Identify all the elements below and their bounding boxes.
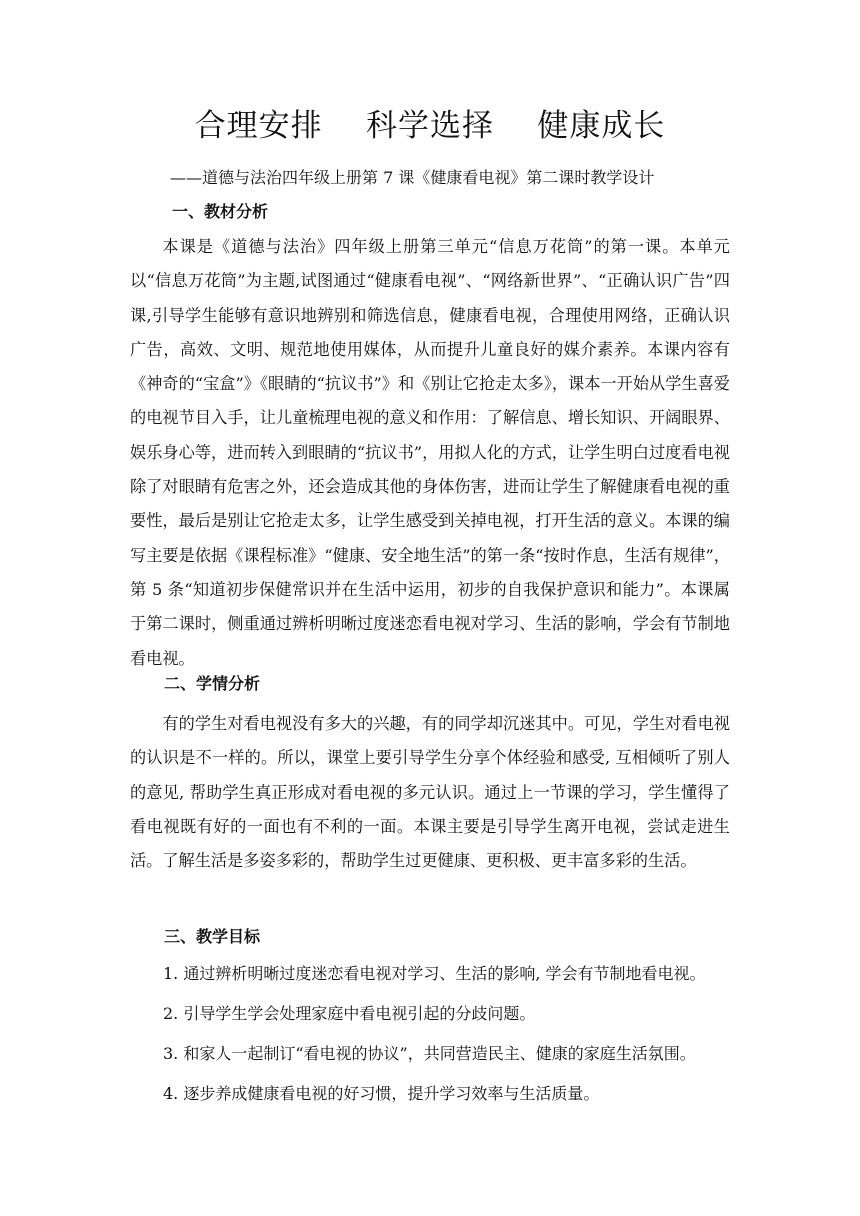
teaching-goal-item: 1. 通过辨析明晰过度迷恋看电视对学习、生活的影响, 学会有节制地看电视。 xyxy=(163,964,706,983)
teaching-goal-item: 3. 和家人一起制订“看电视的协议”，共同营造民主、健康的家庭生活氛围。 xyxy=(163,1044,696,1063)
section-heading-textbook-analysis: 一、教材分析 xyxy=(172,202,269,221)
section-heading-teaching-goals: 三、教学目标 xyxy=(164,927,261,946)
page-subtitle: ——道德与法治四年级上册第 7 课《健康看电视》第二课时教学设计 xyxy=(170,168,655,187)
textbook-analysis-paragraph: 本课是《道德与法治》四年级上册第三单元“信息万花筒”的第一课。本单元以“信息万花筒”为主题,试图通过“健康看电视”、“网络新世界”、“正确认识广告”四课,引导学生能够有意识地辨别和筛选信息，健康看电视，合理使用网络，正确认识广告，高效、文明、规范地使用媒体，从而提升儿童良好的媒介素养。本课内容有《神奇的“宝盒”》《眼睛的“抗议书”》和《别让它抢走太多》，课本一开始从学生喜爱的电视节目入手，让儿童梳理电视的意义和作用：了解信息、增长知识、开阔眼界、娱乐身心等，进而转入到眼睛的“抗议书”，用拟人化的方式，让学生明白过度看电视除了对眼睛有危害之外，还会造成其他的身体伤害，进而让学生了解健康看电视的重要性，最后是别让它抢走太多，让学生感受到关掉电视，打开生活的意义。本课的编写主要是依据《课程标准》“健康、安全地生活”的第一条“按时作息，生活有规律”，第 5 条“知道初步保健常识并在生活中运用，初步的自我保护意识和能力”。本课属于第二课时，侧重通过辨析明晰过度迷恋看电视对学习、生活的影响，学会有节制地看电视。 xyxy=(130,237,730,668)
teaching-goal-item: 4. 逐步养成健康看电视的好习惯，提升学习效率与生活质量。 xyxy=(163,1084,600,1103)
teaching-goal-item: 2. 引导学生学会处理家庭中看电视引起的分歧问题。 xyxy=(163,1004,536,1023)
section-heading-student-analysis: 二、学情分析 xyxy=(164,674,261,693)
student-analysis-paragraph: 有的学生对看电视没有多大的兴趣，有的同学却沉迷其中。可见，学生对看电视的认识是不一样的。所以，课堂上要引导学生分享个体经验和感受, 互相倾听了别人的意见, 帮助学生真正形成对看电视的多元认识。通过上一节课的学习，学生懂得了看电视既有好的一面也有不利的一面。本课主要是引导学生离开电视，尝试走进生活。了解生活是多姿多彩的，帮助学生过更健康、更积极、更丰富多彩的生活。 xyxy=(130,714,730,871)
page-title: 合理安排 科学选择 健康成长 xyxy=(194,108,666,144)
